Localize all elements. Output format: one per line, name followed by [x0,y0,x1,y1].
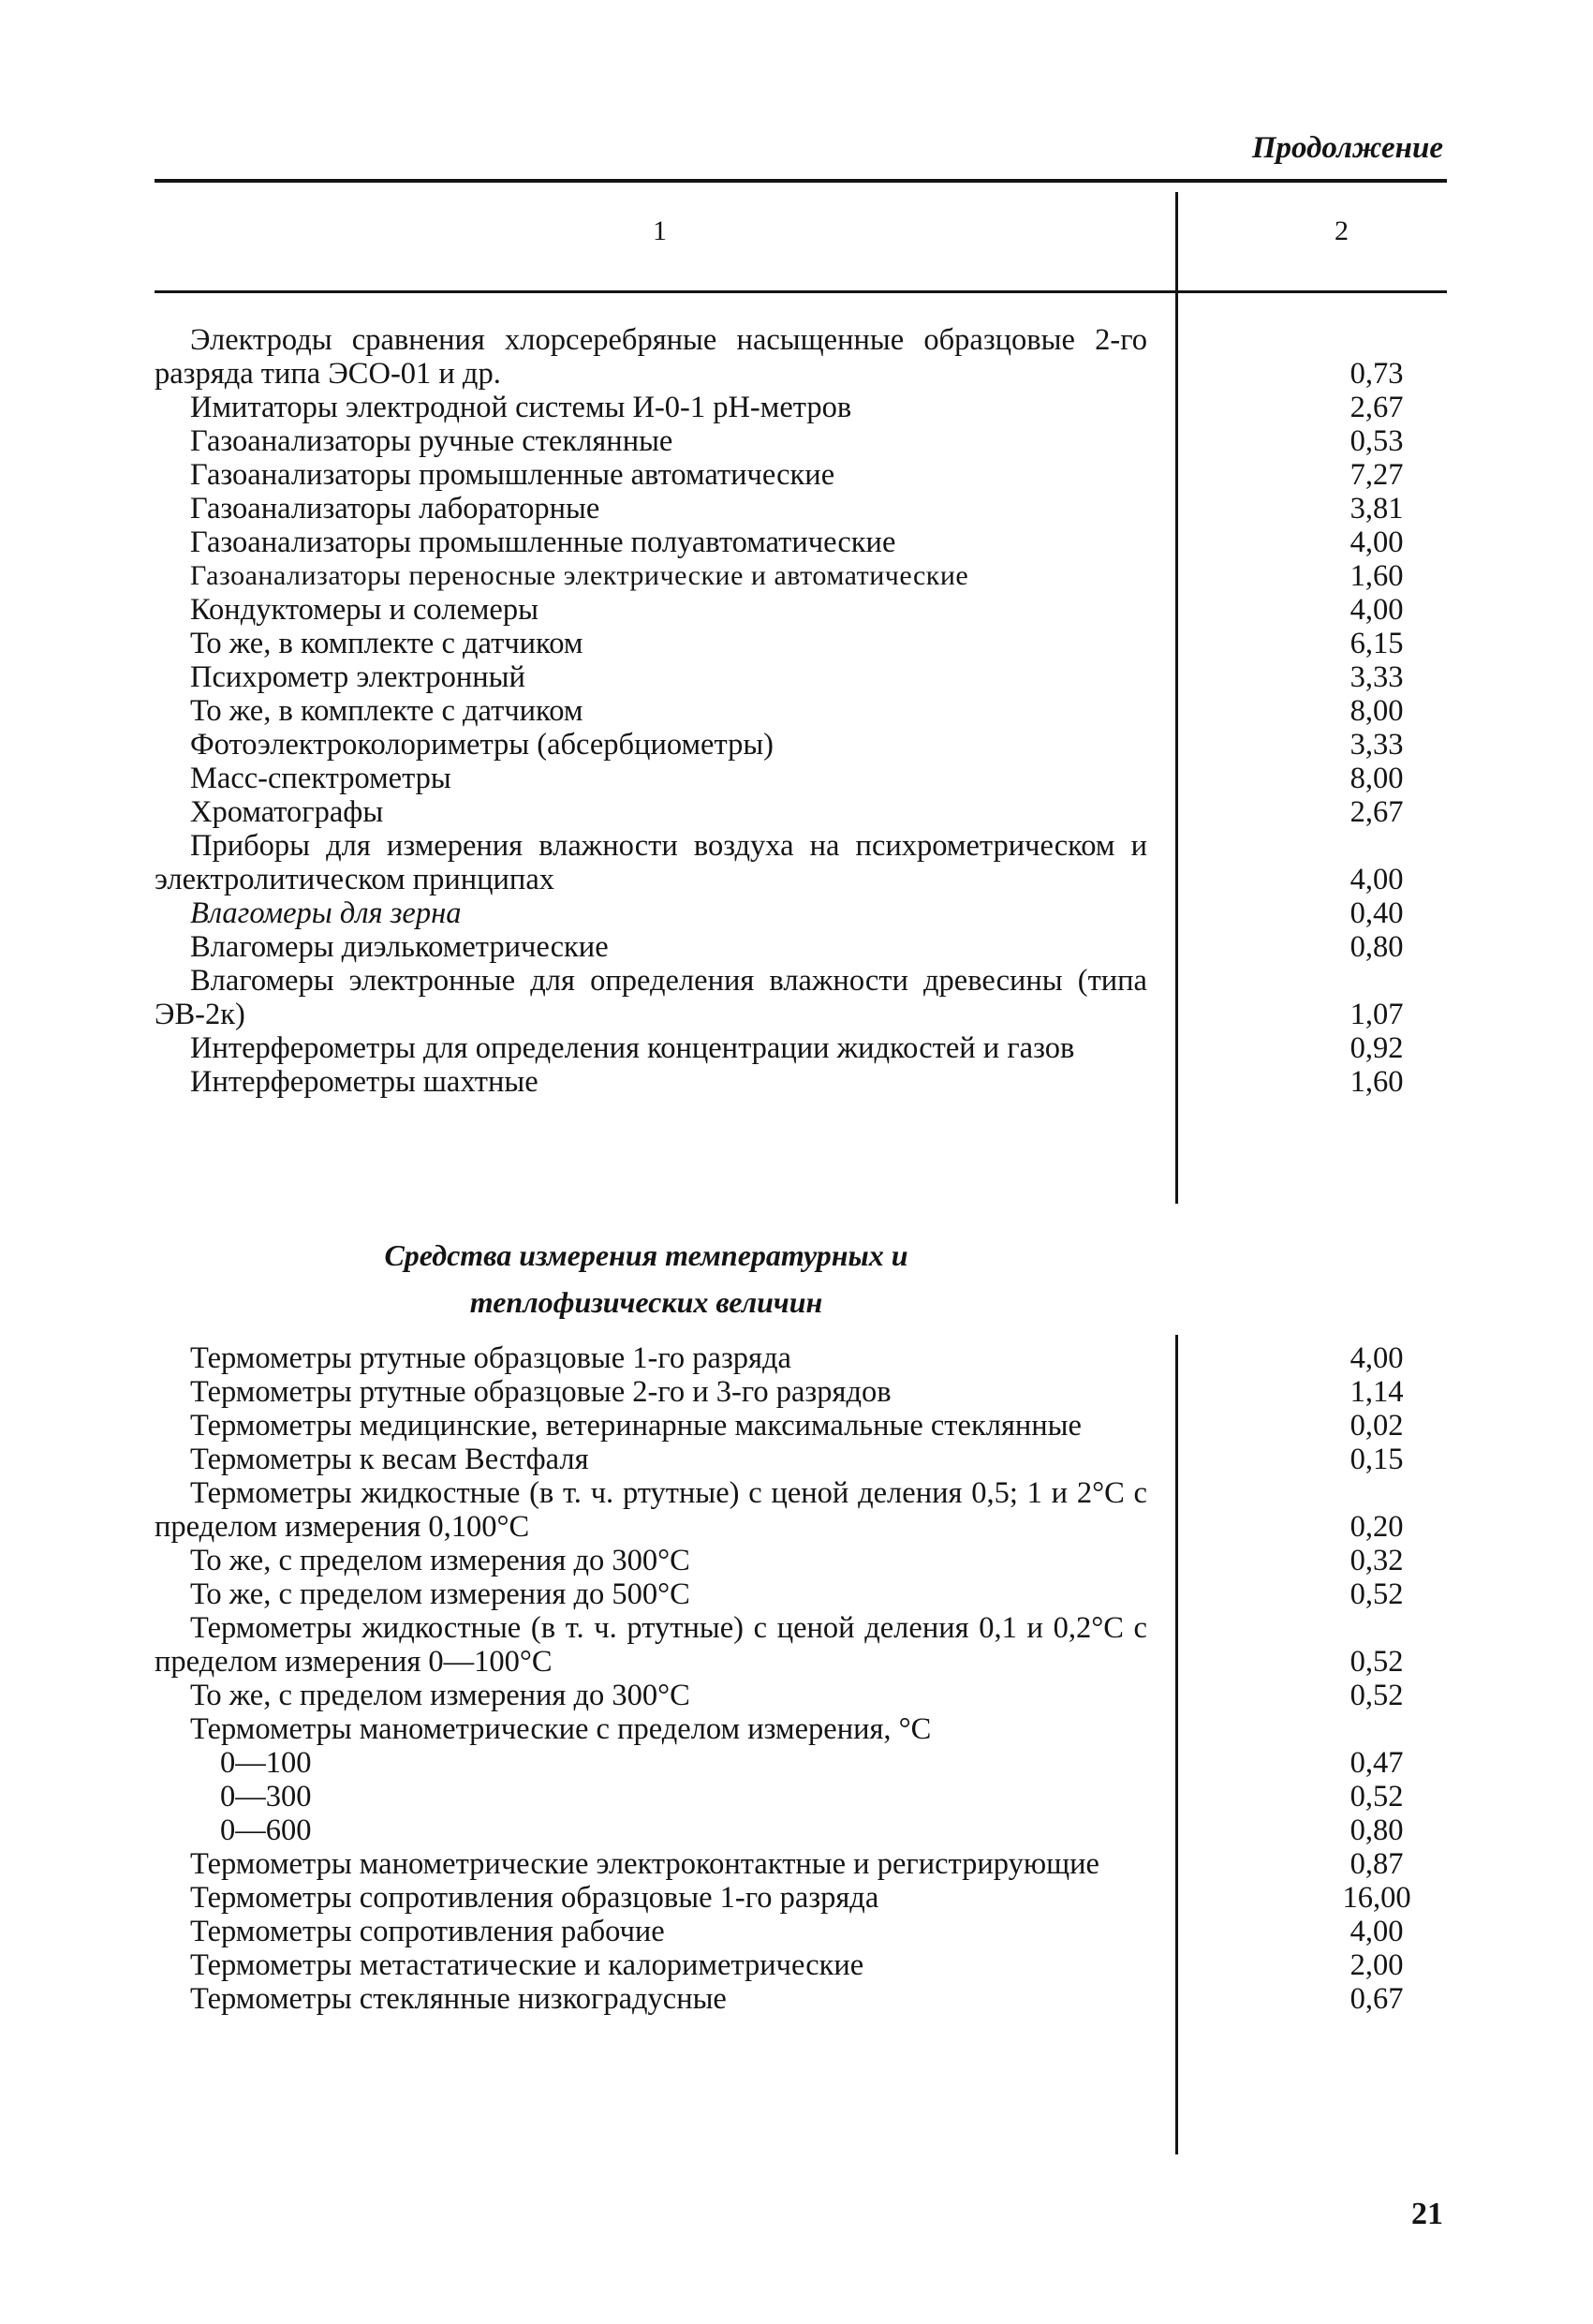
item-value: 0,20 [1350,1510,1404,1544]
list-item [155,1948,1447,1982]
item-name: 0—600 [220,1813,312,1847]
list-item [155,1476,1447,1544]
item-value: 1,60 [1350,559,1404,593]
list-item [155,458,1447,492]
list-item [155,1847,1447,1881]
item-name: То же, в комплекте с датчиком [190,627,583,660]
page-number: 21 [1411,2197,1443,2231]
item-name: То же, в комплекте с датчиком [190,694,583,728]
item-name: 0—100 [220,1746,312,1780]
item-name: Влагомеры электронные для определения влажности древесины (типа ЭВ-2к) [155,964,1147,1031]
list-item [155,964,1447,1031]
item-value: 2,00 [1350,1948,1404,1982]
item-name: То же, с пределом измерения до 300°С [190,1679,690,1712]
item-value: 0,73 [1350,357,1404,391]
list-item [155,930,1447,964]
continuation-label: Продолжение [1251,131,1443,165]
item-value: 0,92 [1350,1031,1404,1065]
list-item [155,593,1447,627]
item-value: 0,32 [1350,1544,1404,1577]
item-name: Термометры ртутные образцовые 1-го разряда [190,1341,791,1375]
list-item [155,694,1447,728]
list-item [155,1375,1447,1409]
item-name: То же, с пределом измерения до 500°С [190,1577,690,1611]
item-name: Фотоэлектроколориметры (абсербциометры) [190,728,774,762]
item-name: Термометры стеклянные низкоградусные [190,1982,727,2016]
list-item [155,728,1447,762]
item-name: Имитаторы электродной системы И-0-1 рН-метров [190,391,852,424]
item-value: 0,15 [1350,1443,1404,1476]
item-value: 1,14 [1350,1375,1404,1409]
item-value: 0,87 [1350,1847,1404,1881]
list-item [155,1881,1447,1915]
item-value: 1,60 [1350,1065,1404,1099]
item-value: 0,40 [1350,896,1404,930]
item-name: Термометры медицинские, ветеринарные максимальные стеклянные [190,1409,1082,1443]
list-item [155,1031,1447,1065]
item-value: 1,07 [1350,998,1404,1031]
list-item [155,1443,1447,1476]
item-value: 0,52 [1350,1645,1404,1679]
item-name: Масс-спектрометры [190,762,451,795]
item-value: 4,00 [1350,525,1404,559]
list-item [155,1915,1447,1948]
item-name: Термометры сопротивления рабочие [190,1915,665,1948]
item-name: Интерферометры для определения концентрации жидкостей и газов [190,1031,1075,1065]
list-item [155,1982,1447,2016]
item-name: Приборы для измерения влажности воздуха на психрометрическом и электролитическом принципах [155,829,1147,896]
item-value: 2,67 [1350,391,1404,424]
item-name: 0—300 [220,1780,312,1813]
item-value: 0,67 [1350,1982,1404,2016]
table-top-rule [155,179,1447,183]
section-temperature-list [155,1341,1447,2016]
item-name: Термометры жидкостные (в т. ч. ртутные) с ценой деления 0,1 и 0,2°С с пределом измерения 0—100°С [155,1611,1147,1679]
item-value: 0,80 [1350,930,1404,964]
item-name: Психрометр электронный [190,660,525,694]
list-item [155,1611,1447,1679]
item-name: Термометры сопротивления образцовые 1-го разряда [190,1881,879,1915]
item-name: Газоанализаторы переносные электрические и автоматические [190,560,969,591]
item-name: Термометры к весам Вестфаля [190,1443,589,1476]
item-value: 2,67 [1350,795,1404,829]
item-name: Хроматографы [190,795,384,829]
item-value: 3,33 [1350,660,1404,694]
item-value: 0,02 [1350,1409,1404,1443]
list-item [155,627,1447,660]
item-value: 16,00 [1342,1881,1411,1915]
list-item [155,795,1447,829]
item-name: Термометры ртутные образцовые 2-го и 3-го разрядов [190,1375,892,1409]
section-title-line-1: Средства измерения температурных и [384,1238,908,1272]
item-value: 3,81 [1350,492,1404,525]
list-item [155,525,1447,559]
item-value: 0,80 [1350,1813,1404,1847]
item-name: Газоанализаторы промышленные автоматические [190,458,835,492]
item-value: 0,53 [1350,424,1404,458]
list-item [155,424,1447,458]
item-name: Влагомеры для зерна [190,896,462,930]
list-item [155,896,1447,930]
item-name: Термометры манометрические с пределом измерения, °С [190,1712,932,1746]
item-value: 8,00 [1350,694,1404,728]
item-name: То же, с пределом измерения до 300°С [190,1544,690,1577]
list-item [155,829,1447,896]
table-header-rule [155,290,1447,293]
list-item [155,323,1447,391]
list-item [155,1712,1447,1746]
item-value: 0,52 [1350,1679,1404,1712]
column-header-1: 1 [653,215,667,246]
item-name: Термометры манометрические электроконтактные и регистрирующие [190,1847,1099,1881]
column-header-2: 2 [1335,215,1349,246]
list-item [155,660,1447,694]
section-gas-analysis-list [155,323,1447,1099]
item-name: Газоанализаторы промышленные полуавтоматические [190,525,896,559]
list-item [155,1341,1447,1375]
item-value: 0,47 [1350,1746,1404,1780]
item-name: Газоанализаторы лабораторные [190,492,600,525]
item-value: 4,00 [1350,863,1404,896]
list-item [155,1409,1447,1443]
item-value: 8,00 [1350,762,1404,795]
item-value: 4,00 [1350,593,1404,627]
list-item [155,391,1447,424]
item-value: 3,33 [1350,728,1404,762]
list-item [155,1813,1447,1847]
item-value: 4,00 [1350,1341,1404,1375]
item-name: Газоанализаторы ручные стеклянные [190,424,673,458]
item-name: Интерферометры шахтные [190,1065,538,1099]
list-item [155,1746,1447,1780]
list-item [155,1577,1447,1611]
item-name: Электроды сравнения хлорсеребряные насыщенные образцовые 2-го разряда типа ЭСО-01 и др. [155,323,1147,391]
item-name: Кондуктомеры и солемеры [190,593,538,627]
item-value: 6,15 [1350,627,1404,660]
list-item [155,762,1447,795]
list-item [155,1544,1447,1577]
list-item [155,1679,1447,1712]
item-value: 4,00 [1350,1915,1404,1948]
section-title-line-2: теплофизических величин [469,1285,823,1319]
item-value: 0,52 [1350,1780,1404,1813]
item-name: Влагомеры диэлькометрические [190,930,609,964]
list-item [155,559,1447,593]
item-value: 7,27 [1350,458,1404,492]
item-name: Термометры жидкостные (в т. ч. ртутные) с ценой деления 0,5; 1 и 2°С с пределом измерения 0,100°С [155,1476,1147,1544]
item-value: 0,52 [1350,1577,1404,1611]
list-item [155,1780,1447,1813]
list-item [155,1065,1447,1099]
list-item [155,492,1447,525]
item-name: Термометры метастатические и калориметрические [190,1948,864,1982]
